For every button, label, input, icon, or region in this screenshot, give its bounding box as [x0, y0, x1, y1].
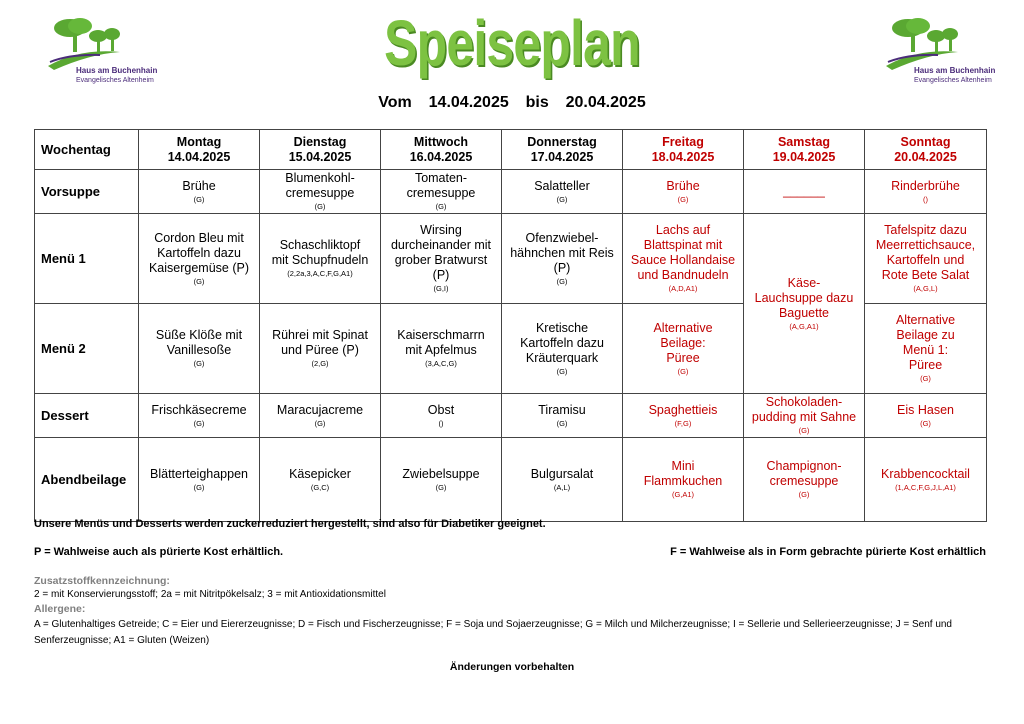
day-header-samstag	[744, 130, 865, 170]
day-header-sonntag	[865, 130, 987, 170]
menu-cell	[502, 170, 623, 214]
menu-cell	[502, 214, 623, 304]
menu-table	[34, 129, 987, 522]
menu-cell	[139, 438, 260, 522]
day-header-freitag	[623, 130, 744, 170]
dish-name: Ofenzwiebel- hähnchen mit Reis (P)	[510, 230, 614, 275]
brand-name: Haus am Buchenhain	[76, 66, 158, 75]
menu-cell	[744, 438, 865, 522]
menu-cell	[744, 394, 865, 438]
menu-cell	[260, 438, 381, 522]
additives-heading: Zusatzstoffkennzeichnung:	[34, 575, 170, 587]
dish-name: Kaiserschmarrn mit Apfelmus	[397, 328, 485, 357]
allergen-code: (G)	[556, 418, 568, 428]
day-header-donnerstag	[502, 130, 623, 170]
allergen-code: (G)	[193, 482, 205, 492]
allergen-code: (G)	[920, 418, 931, 428]
allergen-code: (G)	[920, 374, 931, 383]
dish-name: Tomaten- cremesuppe	[406, 171, 476, 200]
allergen-code: (3,A,C,G)	[425, 359, 457, 368]
day-header-mittwoch	[381, 130, 502, 170]
menu-cell	[381, 304, 502, 394]
diabetic-note: Unsere Menüs und Desserts werden zuckerreduziert hergestellt, sind also für Diabetiker geeignet.	[34, 518, 546, 530]
brand-tagline: Evangelisches Altenheim	[914, 77, 992, 84]
dish-name: Eis Hasen	[897, 402, 954, 417]
brand-tagline: Evangelisches Altenheim	[76, 77, 154, 84]
menu-cell	[865, 170, 987, 214]
allergen-code: (G,C)	[310, 482, 330, 492]
day-header-dienstag	[260, 130, 381, 170]
corner-label: Wochentag	[35, 130, 139, 170]
day-date: 14.04.2025	[167, 149, 231, 164]
dish-name: Blätterteighappen	[150, 466, 248, 481]
day-date: 15.04.2025	[288, 149, 352, 164]
dish-name: Wirsing durcheinander mit grober Bratwurst (P)	[390, 223, 492, 282]
menu-cell	[381, 438, 502, 522]
dish-name: Lachs auf Blattspinat mit Sauce Hollandaise und Bandnudeln	[630, 223, 736, 282]
dish-name: Käsepicker	[289, 466, 351, 481]
date-range: Vom 14.04.2025 bis 20.04.2025	[378, 94, 646, 111]
row-label: Menü 2	[35, 304, 139, 394]
menu-cell	[865, 214, 987, 304]
dish-name: Brühe	[182, 178, 216, 193]
allergen-code: (G)	[556, 194, 568, 204]
row-label: Menü 1	[35, 214, 139, 304]
allergen-code: (G)	[435, 202, 447, 211]
dish-name: Spaghettieis	[648, 402, 718, 417]
dish-name: Krabbencocktail	[881, 466, 970, 481]
menu-cell	[744, 214, 865, 394]
day-date: 19.04.2025	[772, 149, 836, 164]
row-label: Dessert	[35, 394, 139, 438]
allergens-text: A = Glutenhaltiges Getreide; C = Eier und Eiererzeugnisse; D = Fisch und Fischerzeugnisse; F = Soja und Sojaerzeugnisse; G = Milch und Milcherzeugnisse; I = Sellerie und Sellerieerzeugnisse; J = Senf und Senferzeugnisse; A1 = Gluten (Weizen)	[34, 619, 952, 646]
allergen-code: (A,G,L)	[913, 284, 938, 293]
menu-row-dessert	[35, 394, 987, 438]
allergen-code: (G)	[193, 194, 205, 204]
page-title: Speiseplan	[384, 7, 640, 79]
dish-name: Frischkäsecreme	[151, 402, 247, 417]
dish-name: Schaschliktopf mit Schupfnudeln	[271, 238, 369, 267]
day-name: Sonntag	[900, 134, 951, 149]
allergen-code: (1,A,C,F,G,J,L,A1)	[895, 482, 956, 492]
allergen-code: ()	[438, 418, 444, 428]
menu-cell	[381, 394, 502, 438]
dish-name: Alternative Beilage zu Menü 1: Püree	[895, 313, 956, 372]
menu-cell	[865, 438, 987, 522]
menu-row-vorsuppe	[35, 170, 987, 214]
menu-cell	[381, 170, 502, 214]
allergen-code: (G)	[193, 276, 205, 286]
allergen-code: (G,I)	[433, 284, 449, 293]
dish-name: Zwiebelsuppe	[402, 466, 480, 481]
day-date: 17.04.2025	[530, 149, 594, 164]
brand-name: Haus am Buchenhain	[914, 66, 996, 75]
dish-name: Bulgursalat	[530, 466, 594, 481]
day-date: 18.04.2025	[651, 149, 715, 164]
day-name: Donnerstag	[527, 134, 597, 149]
dish-name: Schokoladen- pudding mit Sahne	[751, 395, 857, 424]
day-name: Freitag	[662, 134, 704, 149]
row-label: Vorsuppe	[35, 170, 139, 214]
dish-name: Brühe	[666, 178, 700, 193]
dish-name: Rührei mit Spinat und Püree (P)	[272, 328, 368, 357]
dish-name: Salatteller	[534, 178, 590, 193]
allergen-code: (A,G,A1)	[789, 321, 819, 331]
menu-cell	[623, 394, 744, 438]
allergen-code: (A,L)	[553, 482, 571, 492]
day-name: Mittwoch	[413, 134, 469, 149]
allergen-code: (G)	[193, 418, 205, 428]
allergen-code: (G)	[798, 490, 810, 499]
menu-cell	[139, 394, 260, 438]
allergen-code: (2,2a,3,A,C,F,G,A1)	[287, 269, 353, 278]
dish-name: Kretische Kartoffeln dazu Kräuterquark	[520, 320, 604, 365]
menu-cell	[502, 304, 623, 394]
allergen-code: (G)	[677, 194, 689, 204]
allergen-code: (G,A1)	[671, 490, 695, 499]
menu-cell	[623, 170, 744, 214]
dish-name: Maracujacreme	[276, 402, 364, 417]
allergen-code: (F,G)	[674, 418, 692, 428]
day-name: Dienstag	[293, 134, 347, 149]
day-header-montag	[139, 130, 260, 170]
dish-name: Blumenkohl- cremesuppe	[285, 171, 355, 200]
dish-name: Mini Flammkuchen	[643, 459, 723, 488]
dish-name: Käse- Lauchsuppe dazu Baguette	[754, 275, 854, 320]
footer-note: Änderungen vorbehalten	[449, 661, 575, 673]
allergen-code: (G)	[798, 426, 810, 435]
allergen-code: (G)	[677, 366, 689, 376]
row-label: Abendbeilage	[35, 438, 139, 522]
dish-name: ______	[783, 184, 825, 198]
allergen-code: (G)	[435, 482, 447, 492]
menu-cell	[502, 394, 623, 438]
dish-name: Cordon Bleu mit Kartoffeln dazu Kaisergemüse (P)	[148, 230, 250, 275]
menu-cell	[502, 438, 623, 522]
dish-name: Champignon- cremesuppe	[766, 459, 842, 488]
header-row	[35, 130, 987, 170]
allergen-code: (A,D,A1)	[668, 284, 698, 293]
f-note: F = Wahlweise als in Form gebrachte pürierte Kost erhältlich	[670, 546, 986, 558]
day-date: 20.04.2025	[894, 149, 957, 164]
menu-cell	[865, 394, 987, 438]
dish-name: Tiramisu	[538, 402, 586, 417]
allergen-code: (G)	[314, 418, 326, 428]
menu-cell	[260, 304, 381, 394]
dish-name: Obst	[427, 402, 455, 417]
menu-cell	[623, 438, 744, 522]
allergen-code: (G)	[556, 366, 568, 376]
menu-cell	[139, 214, 260, 304]
p-note: P = Wahlweise auch als pürierte Kost erhältlich.	[34, 546, 284, 558]
day-date: 16.04.2025	[409, 149, 473, 164]
allergen-code: (G)	[314, 202, 326, 211]
dish-name: Süße Klöße mit Vanillesoße	[155, 328, 243, 357]
day-name: Samstag	[777, 134, 831, 149]
dish-name: Tafelspitz dazu Meerrettichsauce, Kartoffeln und Rote Bete Salat	[875, 223, 976, 282]
allergen-code: ()	[923, 194, 928, 204]
menu-cell	[139, 304, 260, 394]
menu-cell	[623, 214, 744, 304]
menu-cell	[260, 394, 381, 438]
menu-cell	[744, 170, 865, 214]
allergens-heading: Allergene:	[34, 603, 86, 615]
menu-row-menue-1	[35, 214, 987, 304]
day-name: Montag	[176, 134, 222, 149]
additives-text: 2 = mit Konservierungsstoff; 2a = mit Nitritpökelsalz; 3 = mit Antioxidationsmittel	[34, 589, 386, 600]
menu-cell	[865, 304, 987, 394]
allergen-code: (2,G)	[311, 359, 329, 368]
menu-cell	[260, 214, 381, 304]
menu-cell	[260, 170, 381, 214]
menu-row-abendbeilage	[35, 438, 987, 522]
menu-cell	[139, 170, 260, 214]
dish-name: Rinderbrühe	[891, 178, 960, 193]
dish-name: Alternative Beilage: Püree	[653, 320, 713, 365]
allergen-code: (G)	[193, 359, 205, 368]
menu-cell	[623, 304, 744, 394]
menu-cell	[381, 214, 502, 304]
allergen-code: (G)	[556, 276, 568, 286]
